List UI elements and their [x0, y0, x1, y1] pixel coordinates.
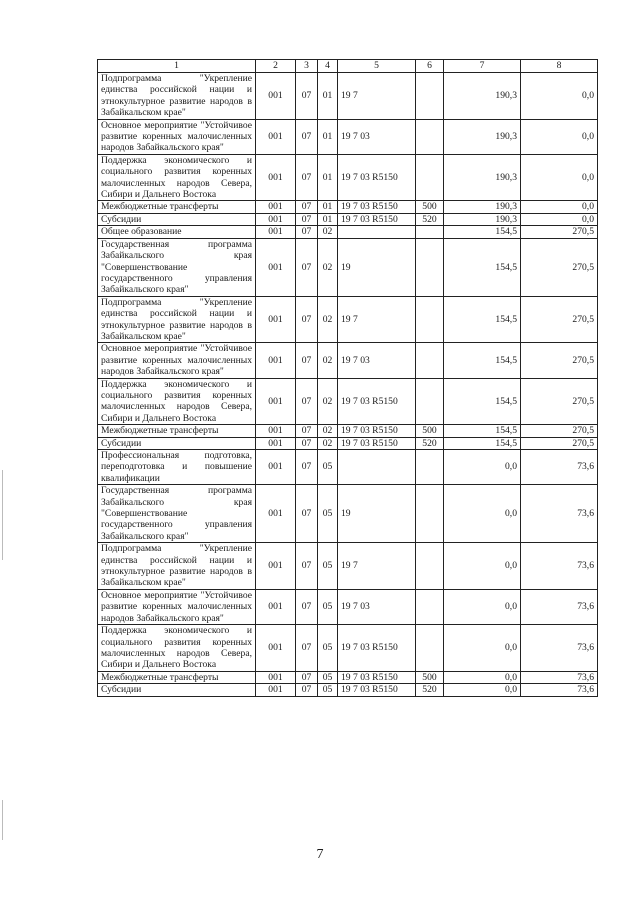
expense-type-code: 500 — [416, 671, 444, 683]
row-name: Профессиональная подготовка, переподготовка и повышение квалификации — [98, 450, 256, 485]
row-name: Общее образование — [98, 226, 256, 238]
table-row — [98, 450, 598, 485]
subsection-code: 01 — [318, 119, 338, 154]
subsection-code: 02 — [318, 437, 338, 449]
subsection-code: 01 — [318, 213, 338, 225]
amount-col8: 270,5 — [521, 226, 598, 238]
amount-col8: 270,5 — [521, 437, 598, 449]
column-header: 2 — [256, 60, 296, 73]
amount-col7: 154,5 — [444, 425, 521, 437]
amount-col8: 0,0 — [521, 73, 598, 120]
ministry-code: 001 — [256, 201, 296, 213]
target-article-code: 19 7 03 R5150 — [338, 671, 416, 683]
section-code: 07 — [296, 296, 318, 343]
expense-type-code — [416, 485, 444, 543]
column-header: 7 — [444, 60, 521, 73]
ministry-code: 001 — [256, 625, 296, 672]
budget-table — [97, 59, 598, 697]
target-article-code — [338, 450, 416, 485]
subsection-code: 05 — [318, 671, 338, 683]
row-name: Государственная программа Забайкальского края "Совершенствование государственного управления Забайкальского края" — [98, 485, 256, 543]
amount-col8: 270,5 — [521, 238, 598, 296]
page-number: 7 — [316, 847, 324, 862]
expense-type-code — [416, 343, 444, 378]
table-row — [98, 589, 598, 624]
ministry-code: 001 — [256, 671, 296, 683]
ministry-code: 001 — [256, 589, 296, 624]
ministry-code: 001 — [256, 378, 296, 425]
amount-col7: 154,5 — [444, 238, 521, 296]
amount-col8: 270,5 — [521, 343, 598, 378]
table-row — [98, 625, 598, 672]
target-article-code: 19 7 03 R5150 — [338, 425, 416, 437]
scan-edge-mark — [2, 800, 3, 840]
amount-col8: 73,6 — [521, 684, 598, 696]
amount-col8: 270,5 — [521, 296, 598, 343]
table-row — [98, 543, 598, 590]
expense-type-code — [416, 226, 444, 238]
amount-col8: 270,5 — [521, 378, 598, 425]
section-code: 07 — [296, 226, 318, 238]
target-article-code: 19 7 — [338, 543, 416, 590]
target-article-code: 19 7 — [338, 73, 416, 120]
subsection-code: 02 — [318, 296, 338, 343]
amount-col8: 0,0 — [521, 201, 598, 213]
subsection-code: 05 — [318, 450, 338, 485]
table-row — [98, 119, 598, 154]
row-name: Субсидии — [98, 213, 256, 225]
target-article-code: 19 7 — [338, 296, 416, 343]
amount-col8: 0,0 — [521, 119, 598, 154]
ministry-code: 001 — [256, 296, 296, 343]
amount-col7: 0,0 — [444, 485, 521, 543]
expense-type-code — [416, 543, 444, 590]
expense-type-code — [416, 73, 444, 120]
section-code: 07 — [296, 201, 318, 213]
amount-col7: 190,3 — [444, 73, 521, 120]
subsection-code: 05 — [318, 543, 338, 590]
ministry-code: 001 — [256, 154, 296, 201]
table-row — [98, 201, 598, 213]
section-code: 07 — [296, 437, 318, 449]
section-code: 07 — [296, 543, 318, 590]
target-article-code — [338, 226, 416, 238]
ministry-code: 001 — [256, 343, 296, 378]
subsection-code: 05 — [318, 684, 338, 696]
target-article-code: 19 7 03 — [338, 589, 416, 624]
table-row — [98, 73, 598, 120]
row-name: Основное мероприятие "Устойчивое развитие коренных малочисленных народов Забайкальского края" — [98, 589, 256, 624]
ministry-code: 001 — [256, 437, 296, 449]
amount-col7: 190,3 — [444, 154, 521, 201]
column-header: 6 — [416, 60, 444, 73]
table-row — [98, 343, 598, 378]
section-code: 07 — [296, 625, 318, 672]
column-header: 5 — [338, 60, 416, 73]
table-row — [98, 684, 598, 696]
table-row — [98, 226, 598, 238]
subsection-code: 02 — [318, 226, 338, 238]
amount-col7: 0,0 — [444, 684, 521, 696]
subsection-code: 02 — [318, 238, 338, 296]
amount-col7: 154,5 — [444, 437, 521, 449]
expense-type-code: 520 — [416, 684, 444, 696]
subsection-code: 05 — [318, 625, 338, 672]
amount-col7: 0,0 — [444, 671, 521, 683]
subsection-code: 01 — [318, 73, 338, 120]
amount-col8: 73,6 — [521, 671, 598, 683]
column-header: 1 — [98, 60, 256, 73]
column-number-row — [98, 60, 598, 73]
expense-type-code — [416, 378, 444, 425]
ministry-code: 001 — [256, 684, 296, 696]
column-header: 3 — [296, 60, 318, 73]
row-name: Поддержка экономического и социального развития коренных малочисленных народов Севера, Сибири и Дальнего Востока — [98, 154, 256, 201]
section-code: 07 — [296, 238, 318, 296]
amount-col8: 73,6 — [521, 450, 598, 485]
expense-type-code — [416, 589, 444, 624]
ministry-code: 001 — [256, 213, 296, 225]
subsection-code: 01 — [318, 154, 338, 201]
row-name: Подпрограмма "Укрепление единства российской нации и этнокультурное развитие народов в Забайкальском крае" — [98, 296, 256, 343]
expense-type-code — [416, 296, 444, 343]
row-name: Основное мероприятие "Устойчивое развитие коренных малочисленных народов Забайкальского края" — [98, 343, 256, 378]
section-code: 07 — [296, 343, 318, 378]
table-row — [98, 296, 598, 343]
row-name: Межбюджетные трансферты — [98, 201, 256, 213]
row-name: Межбюджетные трансферты — [98, 671, 256, 683]
column-header: 4 — [318, 60, 338, 73]
ministry-code: 001 — [256, 226, 296, 238]
table-row — [98, 213, 598, 225]
table-row — [98, 238, 598, 296]
expense-type-code: 500 — [416, 425, 444, 437]
subsection-code: 01 — [318, 201, 338, 213]
section-code: 07 — [296, 450, 318, 485]
section-code: 07 — [296, 671, 318, 683]
expense-type-code — [416, 119, 444, 154]
ministry-code: 001 — [256, 238, 296, 296]
target-article-code: 19 — [338, 485, 416, 543]
row-name: Подпрограмма "Укрепление единства российской нации и этнокультурное развитие народов в Забайкальском крае" — [98, 73, 256, 120]
target-article-code: 19 7 03 — [338, 343, 416, 378]
section-code: 07 — [296, 589, 318, 624]
expense-type-code — [416, 238, 444, 296]
expense-type-code: 500 — [416, 201, 444, 213]
expense-type-code: 520 — [416, 213, 444, 225]
amount-col7: 154,5 — [444, 343, 521, 378]
amount-col8: 0,0 — [521, 213, 598, 225]
expense-type-code: 520 — [416, 437, 444, 449]
target-article-code: 19 7 03 R5150 — [338, 378, 416, 425]
row-name: Подпрограмма "Укрепление единства российской нации и этнокультурное развитие народов в Забайкальском крае" — [98, 543, 256, 590]
ministry-code: 001 — [256, 425, 296, 437]
amount-col7: 154,5 — [444, 378, 521, 425]
section-code: 07 — [296, 73, 318, 120]
amount-col7: 190,3 — [444, 213, 521, 225]
table-row — [98, 437, 598, 449]
row-name: Поддержка экономического и социального развития коренных малочисленных народов Севера, Сибири и Дальнего Востока — [98, 625, 256, 672]
subsection-code: 02 — [318, 378, 338, 425]
row-name: Государственная программа Забайкальского края "Совершенствование государственного управления Забайкальского края" — [98, 238, 256, 296]
section-code: 07 — [296, 684, 318, 696]
row-name: Поддержка экономического и социального развития коренных малочисленных народов Севера, Сибири и Дальнего Востока — [98, 378, 256, 425]
amount-col7: 0,0 — [444, 543, 521, 590]
amount-col8: 73,6 — [521, 543, 598, 590]
expense-type-code — [416, 450, 444, 485]
target-article-code: 19 7 03 R5150 — [338, 201, 416, 213]
target-article-code: 19 7 03 R5150 — [338, 213, 416, 225]
amount-col8: 0,0 — [521, 154, 598, 201]
amount-col7: 154,5 — [444, 226, 521, 238]
target-article-code: 19 — [338, 238, 416, 296]
table-row — [98, 154, 598, 201]
section-code: 07 — [296, 378, 318, 425]
expense-type-code — [416, 625, 444, 672]
subsection-code: 05 — [318, 485, 338, 543]
ministry-code: 001 — [256, 119, 296, 154]
row-name: Основное мероприятие "Устойчивое развитие коренных малочисленных народов Забайкальского края" — [98, 119, 256, 154]
amount-col7: 190,3 — [444, 119, 521, 154]
amount-col8: 73,6 — [521, 589, 598, 624]
section-code: 07 — [296, 485, 318, 543]
section-code: 07 — [296, 213, 318, 225]
section-code: 07 — [296, 119, 318, 154]
expense-type-code — [416, 154, 444, 201]
amount-col8: 73,6 — [521, 625, 598, 672]
scan-edge-mark — [2, 470, 3, 560]
ministry-code: 001 — [256, 543, 296, 590]
table-row — [98, 378, 598, 425]
subsection-code: 02 — [318, 343, 338, 378]
subsection-code: 05 — [318, 589, 338, 624]
target-article-code: 19 7 03 — [338, 119, 416, 154]
table-body — [98, 73, 598, 697]
amount-col7: 0,0 — [444, 625, 521, 672]
section-code: 07 — [296, 154, 318, 201]
amount-col8: 270,5 — [521, 425, 598, 437]
ministry-code: 001 — [256, 73, 296, 120]
section-code: 07 — [296, 425, 318, 437]
row-name: Межбюджетные трансферты — [98, 425, 256, 437]
target-article-code: 19 7 03 R5150 — [338, 154, 416, 201]
row-name: Субсидии — [98, 437, 256, 449]
ministry-code: 001 — [256, 485, 296, 543]
column-header: 8 — [521, 60, 598, 73]
amount-col7: 190,3 — [444, 201, 521, 213]
row-name: Субсидии — [98, 684, 256, 696]
amount-col8: 73,6 — [521, 485, 598, 543]
target-article-code: 19 7 03 R5150 — [338, 437, 416, 449]
amount-col7: 0,0 — [444, 450, 521, 485]
table-row — [98, 671, 598, 683]
target-article-code: 19 7 03 R5150 — [338, 684, 416, 696]
target-article-code: 19 7 03 R5150 — [338, 625, 416, 672]
table-row — [98, 485, 598, 543]
subsection-code: 02 — [318, 425, 338, 437]
amount-col7: 154,5 — [444, 296, 521, 343]
amount-col7: 0,0 — [444, 589, 521, 624]
table-row — [98, 425, 598, 437]
ministry-code: 001 — [256, 450, 296, 485]
